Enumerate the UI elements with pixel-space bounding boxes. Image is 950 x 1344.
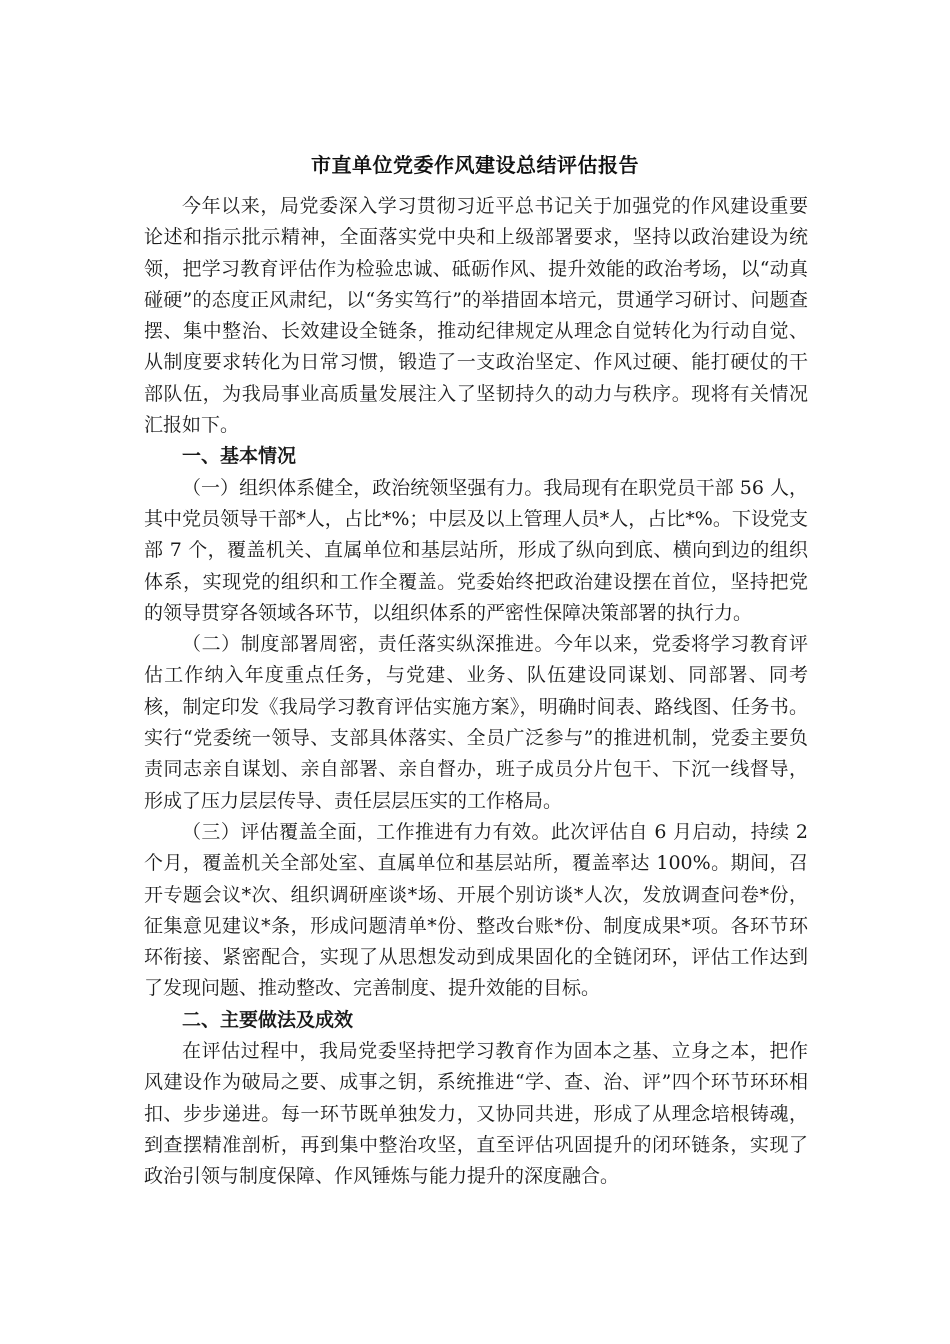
document-body [144, 191, 808, 1193]
paragraph-evaluation-coverage: （三）评估覆盖全面，工作推进有力有效。此次评估自 6 月启动，持续 2 个月，覆盖机关全部处室、直属单位和基层站所，覆盖率达 100%。期间，召开专题会议*次、组织调研座谈*场、开展个别访谈*人次，发放调查问卷*份，征集意见建议*条，形成问题清单*份、整改台账*份、制度成果*项。各环节环环衔接、紧密配合，实现了从思想发动到成果固化的全链闭环，评估工作达到了发现问题、推动整改、完善制度、提升效能的目标。 [144, 820, 808, 1000]
section-heading-main-practices: 二、主要做法及成效 [182, 1008, 354, 1031]
section-heading-basic-situation: 一、基本情况 [182, 445, 297, 468]
document-title: 市直单位党委作风建设总结评估报告 [311, 153, 639, 177]
intro-paragraph: 今年以来，局党委深入学习贯彻习近平总书记关于加强党的作风建设重要论述和指示批示精神，全面落实党中央和上级部署要求，坚持以政治建设为统领，把学习教育评估作为检验忠诚、砥砺作风、提升效能的政治考场，以“动真碰硬”的态度正风肃纪，以“务实笃行”的举措固本培元，贯通学习研讨、问题查摆、集中整治、长效建设全链条，推动纪律规定从理念自觉转化为行动自觉、从制度要求转化为日常习惯，锻造了一支政治坚定、作风过硬、能打硬仗的干部队伍，为我局事业高质量发展注入了坚韧持久的动力与秩序。现将有关情况汇报如下。 [144, 195, 808, 437]
paragraph-evaluation-process: 在评估过程中，我局党委坚持把学习教育作为固本之基、立身之本，把作风建设作为破局之要、成事之钥，系统推进“学、查、治、评”四个环节环环相扣、步步递进。每一环节既单独发力，又协同共进，形成了从理念培根铸魂，到查摆精准剖析，再到集中整治攻坚，直至评估巩固提升的闭环链条，实现了政治引领与制度保障、作风锤炼与能力提升的深度融合。 [144, 1040, 808, 1188]
paragraph-organization-system: （一）组织体系健全，政治统领坚强有力。我局现有在职党员干部 56 人，其中党员领导干部*人，占比*%；中层及以上管理人员*人，占比*%。下设党支部 7 个，覆盖机关、直属单位和基层站所，形成了纵向到底、横向到边的组织体系，实现党的组织和工作全覆盖。党委始终把政治建设摆在首位，坚持把党的领导贯穿各领域各环节，以组织体系的严密性保障决策部署的执行力。 [144, 476, 808, 624]
paragraph-system-deployment: （二）制度部署周密，责任落实纵深推进。今年以来，党委将学习教育评估工作纳入年度重点任务，与党建、业务、队伍建设同谋划、同部署、同考核，制定印发《我局学习教育评估实施方案》，明确时间表、路线图、任务书。实行“党委统一领导、支部具体落实、全员广泛参与”的推进机制，党委主要负责同志亲自谋划、亲自部署、亲自督办，班子成员分片包干、下沉一线督导，形成了压力层层传导、责任层层压实的工作格局。 [144, 633, 808, 812]
